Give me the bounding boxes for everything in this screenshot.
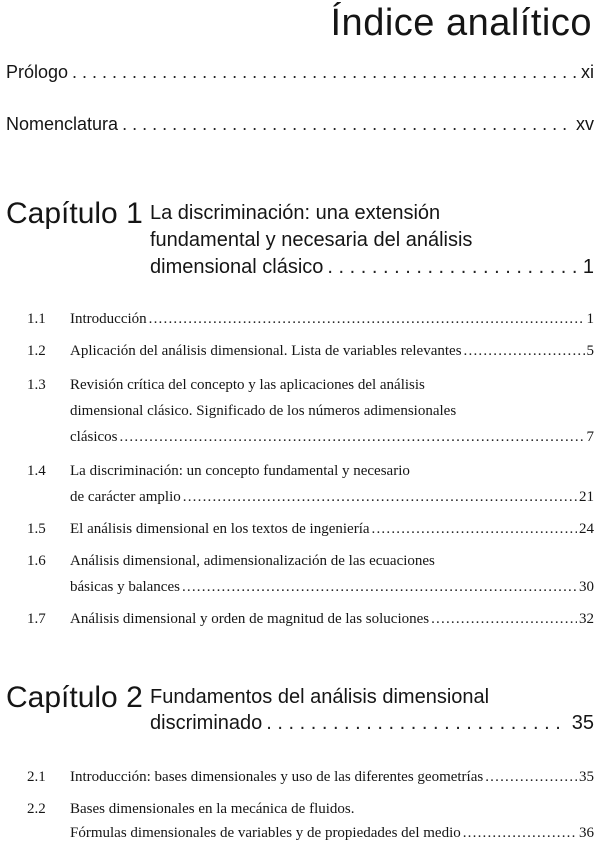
dot-leader xyxy=(122,114,572,135)
chapter-label: Capítulo 2 xyxy=(6,681,143,714)
section-title: El análisis dimensional en los textos de ingeniería xyxy=(70,521,370,537)
toc-entry-page: 35 xyxy=(571,712,594,734)
toc-entry-section-1-3[interactable] xyxy=(70,426,594,448)
dot-leader xyxy=(463,822,577,844)
section-number: 1.1 xyxy=(27,311,46,327)
section-number: 1.5 xyxy=(27,521,46,537)
section-title-line: Análisis dimensional, adimensionalización de las ecuaciones xyxy=(70,553,435,569)
dot-leader xyxy=(182,576,577,598)
section-number: 1.3 xyxy=(27,377,46,393)
toc-entry-page: 1 xyxy=(586,311,594,327)
chapter-label: Capítulo 1 xyxy=(6,197,143,230)
toc-entry-chapter-2[interactable] xyxy=(150,712,594,735)
dot-leader xyxy=(485,766,577,788)
section-title-line: Bases dimensionales en la mecánica de fluidos. xyxy=(70,801,355,817)
toc-entry-section-1-6[interactable] xyxy=(70,576,594,598)
section-number: 1.2 xyxy=(27,343,46,359)
toc-entry-page: 30 xyxy=(579,579,594,595)
chapter-title-line: discriminado xyxy=(150,712,263,734)
section-number: 1.6 xyxy=(27,553,46,569)
toc-entry-section-1-1[interactable] xyxy=(70,308,594,330)
toc-entry-label: Prólogo xyxy=(6,62,69,82)
section-title-line: La discriminación: un concepto fundamental y necesario xyxy=(70,463,410,479)
dot-leader xyxy=(149,308,585,330)
toc-entry-page: 36 xyxy=(579,825,594,841)
section-number: 2.1 xyxy=(27,769,46,785)
toc-entry-page: 32 xyxy=(579,611,594,627)
chapter-title-line: dimensional clásico xyxy=(150,256,324,278)
section-title: Análisis dimensional y orden de magnitud de las soluciones xyxy=(70,611,430,627)
section-title-line: Fórmulas dimensionales de variables y de propiedades del medio xyxy=(70,825,461,841)
toc-entry-page: 7 xyxy=(586,429,594,445)
dot-leader xyxy=(72,62,577,83)
dot-leader xyxy=(119,426,584,448)
section-title: Introducción: bases dimensionales y uso de las diferentes geometrías xyxy=(70,769,484,785)
dot-leader xyxy=(464,340,585,362)
toc-entry-section-1-2[interactable] xyxy=(70,340,594,362)
toc-entry-page: 24 xyxy=(579,521,594,537)
toc-entry-prologo[interactable] xyxy=(6,62,594,83)
dot-leader xyxy=(372,518,577,540)
toc-entry-page: xi xyxy=(581,62,594,82)
section-number: 1.7 xyxy=(27,611,46,627)
section-title-line: Revisión crítica del concepto y las aplicaciones del análisis xyxy=(70,377,425,393)
dot-leader xyxy=(431,608,577,630)
page-title: Índice analítico xyxy=(330,2,592,44)
dot-leader xyxy=(183,486,577,508)
toc-entry-page: 1 xyxy=(582,256,594,278)
toc-entry-label: Nomenclatura xyxy=(6,114,119,134)
section-title: Introducción xyxy=(70,311,147,327)
section-title-line: de carácter amplio xyxy=(70,489,181,505)
toc-entry-section-1-5[interactable] xyxy=(70,518,594,540)
toc-entry-section-2-1[interactable] xyxy=(70,766,594,788)
toc-entry-page: 35 xyxy=(579,769,594,785)
dot-leader xyxy=(266,712,567,735)
toc-entry-section-1-4[interactable] xyxy=(70,486,594,508)
section-number: 2.2 xyxy=(27,801,46,817)
toc-entry-section-2-2[interactable] xyxy=(70,822,594,844)
toc-entry-section-1-7[interactable] xyxy=(70,608,594,630)
section-title: Aplicación del análisis dimensional. Lista de variables relevantes xyxy=(70,343,462,359)
toc-entry-page: 5 xyxy=(586,343,594,359)
chapter-title-line: fundamental y necesaria del análisis xyxy=(150,229,473,251)
chapter-title-line: Fundamentos del análisis dimensional xyxy=(150,686,490,708)
section-title-line: dimensional clásico. Significado de los números adimensionales xyxy=(70,403,457,419)
section-number: 1.4 xyxy=(27,463,46,479)
section-title-line: clásicos xyxy=(70,429,118,445)
chapter-title-line: La discriminación: una extensión xyxy=(150,202,441,224)
toc-entry-chapter-1[interactable] xyxy=(150,256,594,279)
toc-entry-page: xv xyxy=(576,114,594,134)
section-title-line: básicas y balances xyxy=(70,579,180,595)
dot-leader xyxy=(327,256,578,279)
toc-entry-page: 21 xyxy=(579,489,594,505)
toc-entry-nomenclatura[interactable] xyxy=(6,114,594,135)
